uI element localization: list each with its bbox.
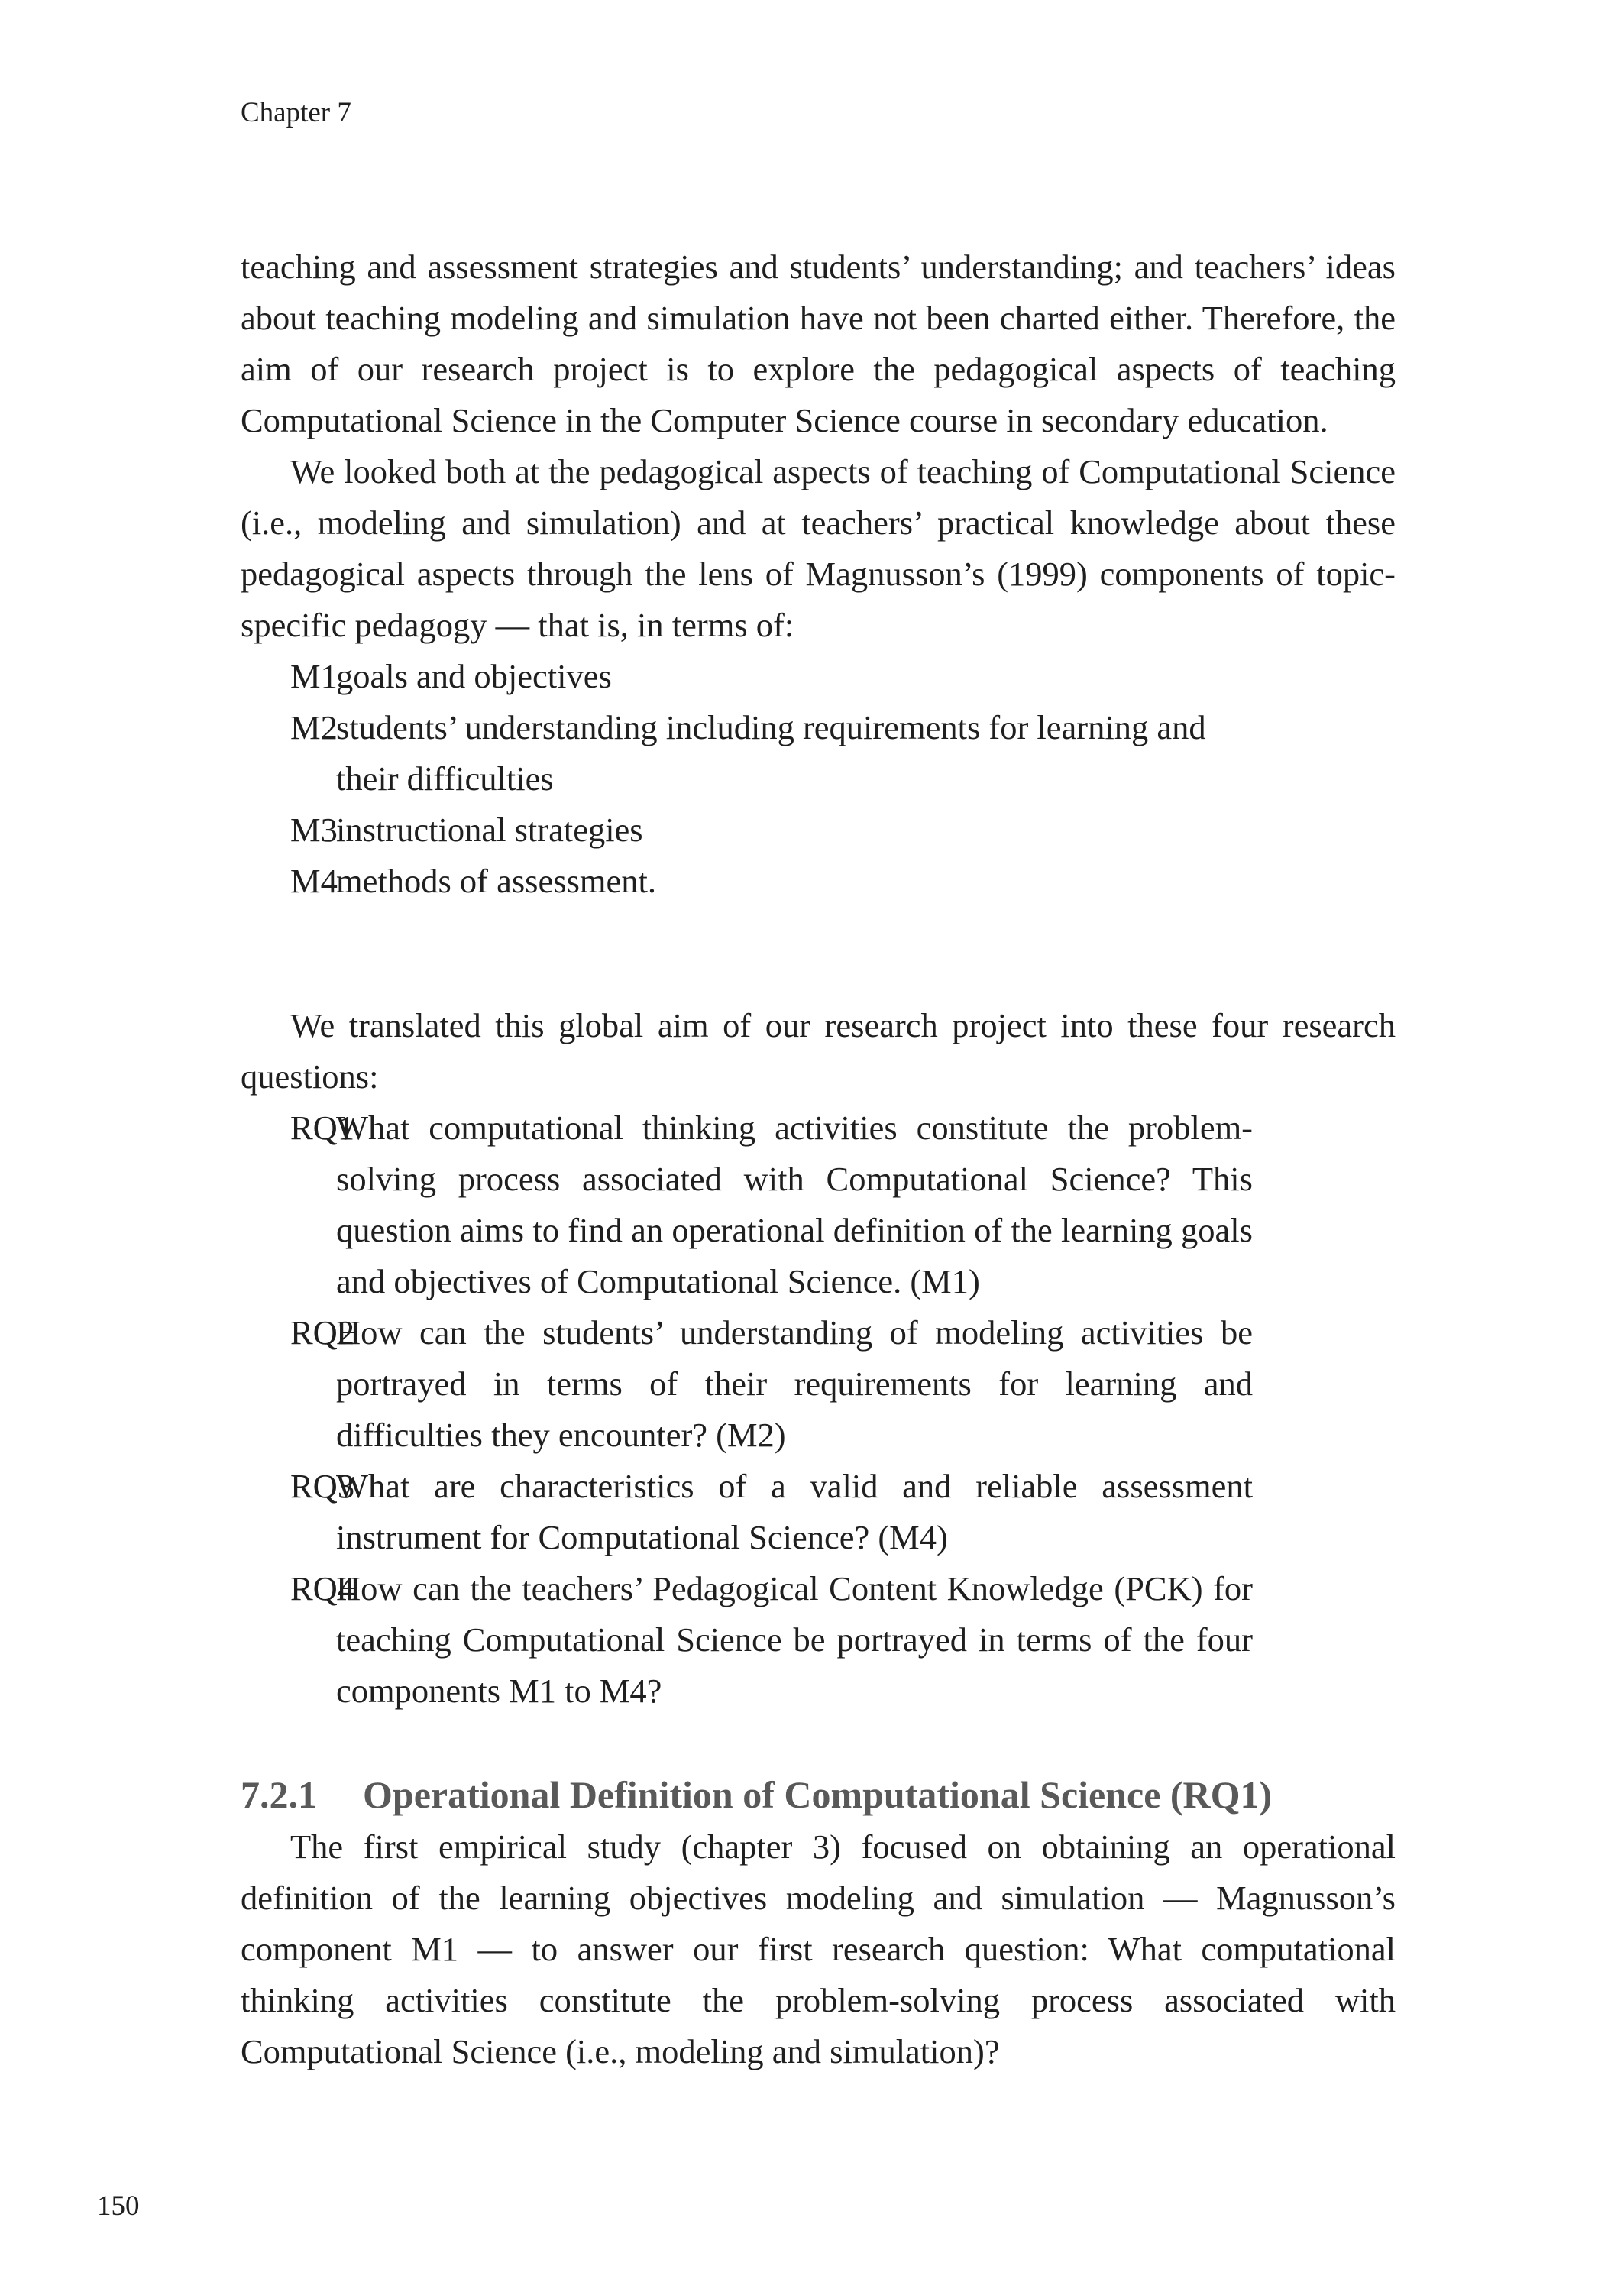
list-item <box>241 651 1396 702</box>
intro-block <box>241 241 1396 907</box>
rq-text: How can the teachers’ Pedagogical Content Knowledge (PCK) for teaching Computational Science be portrayed in terms of the four components M1 to M4? <box>336 1569 1253 1710</box>
list-item <box>241 1461 1396 1563</box>
list-item <box>241 702 1396 804</box>
components-list <box>241 651 1396 907</box>
research-questions-block <box>241 1000 1396 1717</box>
rq-code: RQ3 <box>290 1467 355 1505</box>
component-code: M2 <box>290 708 338 746</box>
rq-text: How can the students’ understanding of modeling activities be portrayed in terms of their requirements for learning and difficulties they encounter? (M2) <box>336 1313 1253 1454</box>
section-number: 7.2.1 <box>241 1773 317 1816</box>
component-code: M1 <box>290 657 338 695</box>
list-item <box>241 856 1396 907</box>
section-body-block <box>241 1821 1396 2077</box>
component-text: methods of assessment. <box>336 862 656 900</box>
rq-code: RQ4 <box>290 1569 355 1607</box>
running-head: Chapter 7 <box>241 97 351 128</box>
list-item <box>241 1102 1396 1307</box>
paragraph-intro-1: teaching and assessment strategies and students’ understanding; and teachers’ ideas about teaching modeling and simulation have not been charted either. Therefore, the aim of our research project is to explore the pedagogical aspects of teaching Computational Science in the Computer Science course in secondary education. <box>241 248 1396 439</box>
list-item <box>241 1563 1396 1717</box>
paragraph-rq-intro: We translated this global aim of our research project into these four research questions: <box>241 1006 1396 1096</box>
rq-text: What are characteristics of a valid and reliable assessment instrument for Computational Science? (M4) <box>336 1467 1253 1556</box>
section-heading <box>241 1769 1272 1821</box>
section-body: The first empirical study (chapter 3) focused on obtaining an operational definition of the learning objectives modeling and simulation — Magnusson’s component M1 — to answer our first research question: What computational thinking activities constitute the problem-solving process associated with Computational Science (i.e., modeling and simulation)? <box>241 1827 1396 2070</box>
component-text: students’ understanding including requirements for learning and their difficulties <box>336 708 1206 798</box>
research-questions-list <box>241 1102 1396 1717</box>
list-item <box>241 1307 1396 1461</box>
list-item <box>241 804 1396 856</box>
rq-code: RQ1 <box>290 1109 355 1147</box>
component-code: M3 <box>290 811 338 849</box>
page-number: 150 <box>97 2190 140 2222</box>
component-code: M4 <box>290 862 338 900</box>
rq-text: What computational thinking activities constitute the problem-solving process associated with Computational Science? This question aims to find an operational definition of the learning goals and objectives of Computational Science. (M1) <box>336 1109 1253 1300</box>
rq-code: RQ2 <box>290 1313 355 1352</box>
section-title: Operational Definition of Computational Science (RQ1) <box>363 1773 1273 1816</box>
paragraph-intro-2: We looked both at the pedagogical aspects of teaching of Computational Science (i.e., modeling and simulation) and at teachers’ practical knowledge about these pedagogical aspects through the lens of Magnusson’s (1999) components of topic-specific pedagogy — that is, in terms of: <box>241 452 1396 644</box>
component-text: goals and objectives <box>336 657 612 695</box>
component-text: instructional strategies <box>336 811 643 849</box>
